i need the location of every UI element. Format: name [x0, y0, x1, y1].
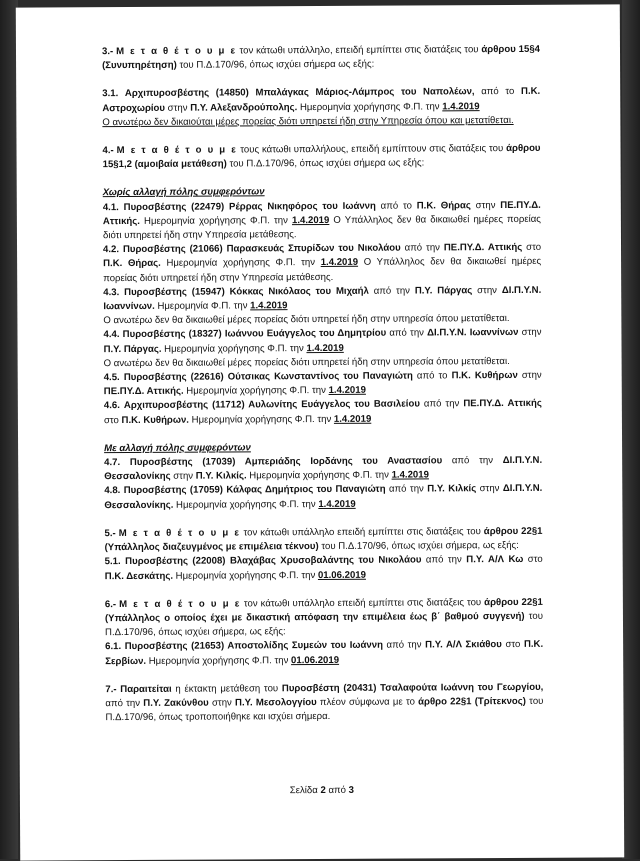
to-unit: Π.Υ. Αλεξανδρούπολης. — [190, 101, 298, 114]
to-unit: Π.Κ. Σερβίων. — [105, 639, 544, 667]
item-4-6 — [104, 397, 542, 428]
item-note: Ο Υπάλληλος δεν θα δικαιωθεί ημέρες πορείας διότι υπηρετεί ήδη στην Υπηρεσία μετάθεσης. — [103, 256, 542, 284]
item-number: 4.5. — [103, 372, 120, 384]
from-unit: ΠΕ.ΠΥ.Δ. Αττικής — [443, 242, 523, 254]
section-text: τον κάτωθι υπάλληλο επειδή εμπίπτει στις διατάξεις του — [240, 526, 484, 539]
to-unit: ΠΕ.ΠΥ.Δ. Αττικής. — [103, 385, 184, 398]
item-note: Ο ανωτέρω δεν θα δικαιωθεί μέρες πορείας διότι υπηρετεί ήδη στην υπηρεσία όπου μετατίθεται. — [103, 355, 510, 369]
section-4-intro — [102, 142, 540, 173]
item-number: 4.7. — [104, 457, 121, 469]
issue-date: 1.4.2019 — [333, 413, 372, 425]
text: του Π.Δ.170/96, όπως τροποποιήθηκε και ισχύει σήμερα. — [105, 695, 544, 724]
item-number: 5.1. — [104, 556, 121, 568]
section-verb: Παραιτείται — [120, 683, 172, 695]
section-verb: Μ ε τ α θ έ τ ο υ μ ε — [116, 45, 237, 58]
text: Ημερομηνία χορήγησης Φ.Π. την — [183, 385, 329, 397]
issue-date: 1.4.2019 — [318, 498, 356, 510]
text: στο — [501, 639, 524, 651]
text: Ημερομηνία χορήγησης Φ.Π. την — [297, 100, 443, 113]
group-title: Με αλλαγή πόλης συμφερόντων — [104, 442, 251, 455]
document-page — [16, 4, 624, 860]
photo-edge-right — [622, 0, 640, 859]
text: στην — [208, 697, 236, 709]
item-4-7 — [104, 454, 542, 485]
to-unit: Π.Υ. Πάργας. — [103, 343, 162, 355]
text: στην — [170, 470, 196, 483]
to-unit: Π.Υ. Μεσολογγίου — [235, 696, 317, 709]
issue-date: 1.4.2019 — [442, 100, 480, 112]
item-note: Ο ανωτέρω δεν θα δικαιωθεί μέρες πορείας διότι υπηρετεί ήδη στην υπηρεσία όπου μετατίθεται. — [103, 313, 510, 327]
from-unit: ΔΙ.Π.Υ.Ν. Ιωαννίνων — [427, 327, 519, 339]
employee-name: Αρχιπυροσβέστης (11712) Αυλωνίτης Ευάγγελος του Βασιλείου — [123, 398, 420, 412]
item-5-1 — [105, 553, 543, 584]
item-number: 4.4. — [103, 329, 120, 341]
section-text: του Π.Δ.170/96, όπως ισχύει σήμερα, ως εξής: — [318, 540, 519, 553]
employee-name: Πυροσβέστης (21653) Αποστολίδης Συμεών του Ιωάννη — [124, 639, 383, 653]
from-unit: Π.Υ. Κιλκίς — [427, 483, 477, 495]
section-text: του Π.Δ.170/96, όπως ισχύει σήμερα ως εξής: — [176, 58, 375, 71]
from-unit: ΠΕ.ΠΥ.Δ. Αττικής — [463, 398, 542, 410]
text: από την — [400, 242, 444, 254]
photo-edge-left — [0, 0, 18, 859]
employee-name: Πυροσβέστης (21066) Παρασκευάς Σπυρίδων του Νικολάου — [122, 242, 401, 256]
section-number: 6.- — [104, 598, 117, 610]
section-5-intro — [104, 525, 542, 556]
to-unit: Π.Κ. Θήρας. — [103, 258, 161, 270]
text: Ημερομηνία χορήγησης Φ.Π. την — [139, 214, 292, 227]
text: από την — [105, 697, 144, 710]
text: στο — [103, 414, 122, 426]
text: πλέον σύμφωνα με το — [316, 696, 419, 708]
to-unit: Π.Κ. Κυθήρων. — [121, 414, 189, 426]
section-number: 3.- — [101, 46, 114, 58]
item-number: 4.2. — [103, 244, 120, 256]
text: Ημερομηνία χορήγησης Φ.Π. την — [188, 413, 334, 426]
employee-name: Πυροσβέστης (22008) Βλαχάβας Χρυσοβαλάντης του Νικολάου — [125, 554, 422, 568]
text: Ημερομηνία χορήγησης Φ.Π. την — [246, 469, 392, 482]
text: στην — [518, 327, 542, 339]
issue-date: 01.06.2019 — [317, 569, 366, 581]
text: από την — [385, 483, 428, 496]
page-footer — [20, 782, 624, 799]
issue-date: 1.4.2019 — [391, 469, 429, 481]
text: στην — [476, 483, 503, 495]
to-unit: Π.Κ. Δεσκάτης. — [104, 570, 174, 582]
text: στο — [523, 554, 543, 566]
text: στην — [470, 199, 501, 211]
employee-name: Πυροσβέστης (15947) Κόκκας Νικόλαος του Μιχαήλ — [124, 285, 369, 298]
item-4-1 — [103, 198, 541, 243]
article-reference: άρθρου 15§4 (Συνυπηρέτηση) — [102, 43, 541, 72]
item-number: 4.8. — [104, 485, 121, 497]
item-number: 4.6. — [103, 400, 120, 412]
section-text: τους κάτωθι υπαλλήλους, επειδή εμπίπτουν στις διατάξεις του — [237, 143, 507, 156]
section-number: 4.- — [102, 145, 114, 157]
item-number: 3.1. — [102, 88, 119, 100]
text: Ημερομηνία χορήγησης Φ.Π. την — [146, 654, 292, 667]
page-total: 3 — [348, 784, 355, 796]
item-6-1 — [105, 638, 543, 669]
employee-name: Πυροσβέστης (22479) Ρέρρας Νικηφόρος του Ιωάννη — [123, 200, 376, 213]
section-verb: Μ ε τ α θ έ τ ο υ μ ε — [118, 527, 241, 539]
section-verb: Μ ε τ α θ έ τ ο υ μ ε — [116, 144, 238, 157]
text: Ημερομηνία χορήγησης Φ.Π. την — [172, 569, 318, 582]
text: Ημερομηνία χορήγησης Φ.Π. την — [161, 342, 307, 355]
issue-date: 01.06.2019 — [290, 654, 340, 666]
issue-date: 1.4.2019 — [291, 214, 330, 226]
text: από την — [382, 639, 426, 651]
item-3-1 — [102, 85, 540, 116]
section-text: του Π.Δ.170/96, όπως ισχύει σήμερα, ως εξής: — [105, 610, 543, 639]
item-note: Ο Υπάλληλος δεν θα δικαιωθεί ημέρες πορείας διότι υπηρετεί ήδη στην Υπηρεσία μετάθεσης. — [102, 213, 541, 242]
item-note: Ο ανωτέρω δεν δικαιούται μέρες πορείας διότι υπηρετεί ήδη στην Υπηρεσία όπου και μετατίθεται. — [102, 114, 514, 128]
article-reference: άρθρου 15§1,2 (αμοιβαία μετάθεση) — [102, 142, 541, 171]
text: Ημερομηνία Φ.Π. την — [154, 300, 251, 312]
employee-name: Πυροσβέστης (18327) Ιωάννου Ευάγγελος του Δημητρίου — [122, 328, 387, 341]
text: στο — [522, 242, 542, 254]
item-4-5 — [104, 369, 542, 400]
text: Σελίδα — [289, 785, 321, 797]
from-unit: Π.Κ. Αστροχωρίου — [102, 86, 541, 114]
article-reference: άρθρο 22§1 (Τρίτεκνος) — [418, 695, 526, 708]
from-unit: Π.Κ. Κυθήρων — [451, 370, 518, 382]
text: Ημερομηνία χορήγησης Φ.Π. την — [160, 257, 321, 270]
issue-date: 1.4.2019 — [250, 300, 288, 312]
text: από το — [474, 86, 522, 98]
section-text: τον κάτωθι υπάλληλο, επειδή εμπίπτει στις διατάξεις του — [236, 44, 482, 57]
section-3-intro — [102, 43, 540, 74]
section-text: του Π.Δ.170/96, όπως ισχύει σήμερα ως εξής: — [226, 157, 425, 170]
text: από το — [412, 370, 452, 382]
section-number: 5.- — [104, 527, 116, 540]
issue-date: 1.4.2019 — [306, 342, 344, 354]
employee-name: Αρχιπυροσβέστης (14850) Μπαλάγκας Μάριος-Λάμπρος του Ναπολέων, — [124, 86, 475, 100]
section-number: 7.- — [105, 683, 117, 695]
item-4-2 — [103, 241, 541, 286]
text: η έκτακτη μετάθεση του — [171, 682, 282, 695]
to-unit: ΠΕ.ΠΥ.Δ. Αττικής. — [102, 199, 541, 227]
item-number: 6.1. — [105, 641, 122, 653]
item-4-3 — [103, 284, 541, 315]
section-verb: Μ ε τ α θ έ τ ο υ μ ε — [119, 598, 241, 610]
from-unit: Π.Κ. Θήρας — [416, 199, 471, 212]
from-unit: Π.Υ. Ζακύνθου — [143, 697, 209, 709]
text: στην — [164, 102, 191, 114]
page-number: 2 — [320, 784, 326, 797]
from-unit: ΔΙ.Π.Υ.Ν. Θεσσαλονίκης — [104, 454, 543, 483]
section-text: τον κάτωθι υπάλληλο επειδή εμπίπτει στις διατάξεις του — [240, 596, 485, 610]
text: από την — [421, 554, 467, 566]
text: από την — [368, 285, 415, 297]
text: από την — [442, 455, 503, 467]
to-unit: ΔΙ.Π.Υ.Ν. Ιωαννίνων. — [103, 284, 542, 313]
text: από την — [419, 398, 464, 410]
text: στην — [472, 284, 502, 297]
employee-name: Πυροσβέστης (22616) Ούτσικας Κωνσταντίνος του Παναγιώτη — [123, 370, 413, 384]
item-4-8 — [104, 482, 542, 513]
text: στην — [517, 369, 542, 382]
to-unit: ΔΙ.Π.Υ.Ν. Θεσσαλονίκης. — [104, 483, 543, 511]
section-6-intro — [105, 596, 543, 641]
text: από το — [375, 200, 417, 212]
article-reference: άρθρου 22§1 (Υπάλληλος ο οποίος έχει με δικαστική απόφαση την επιμέλεια έως β΄ βαθμού συγγενή) — [104, 596, 543, 625]
item-number: 4.1. — [102, 201, 119, 213]
from-unit: Π.Υ. Πάργας — [414, 285, 473, 297]
group-title: Χωρίς αλλαγή πόλης συμφερόντων — [102, 186, 265, 199]
text: από — [325, 784, 349, 796]
issue-date: 1.4.2019 — [328, 385, 366, 397]
employee-name: Πυροσβέστης (17039) Αμπεριάδης Ιορδάνης του Αναστασίου — [129, 455, 443, 469]
to-unit: Π.Υ. Κιλκίς. — [195, 470, 247, 482]
employee-name: Πυροσβέστης (17059) Κάλφας Δημήτριος του Παναγιώτη — [123, 484, 386, 497]
text: Ημερομηνία χορήγησης Φ.Π. την — [173, 498, 319, 511]
section-7 — [105, 681, 543, 726]
item-number: 4.3. — [103, 286, 120, 298]
employee-name: Πυροσβέστη (20431) Τσαλαφούτα Ιωάννη του Γεωργίου, — [281, 681, 544, 694]
issue-date: 1.4.2019 — [320, 257, 359, 269]
from-unit: Π.Υ. Α/Λ Κω — [466, 554, 524, 566]
text: από την — [386, 327, 428, 340]
article-reference: άρθρου 22§1 (Υπάλληλος διαζευγμένος με επιμέλεια τέκνου) — [104, 525, 543, 554]
from-unit: Π.Υ. Α/Λ Σκιάθου — [425, 639, 502, 651]
item-4-4 — [103, 326, 541, 357]
